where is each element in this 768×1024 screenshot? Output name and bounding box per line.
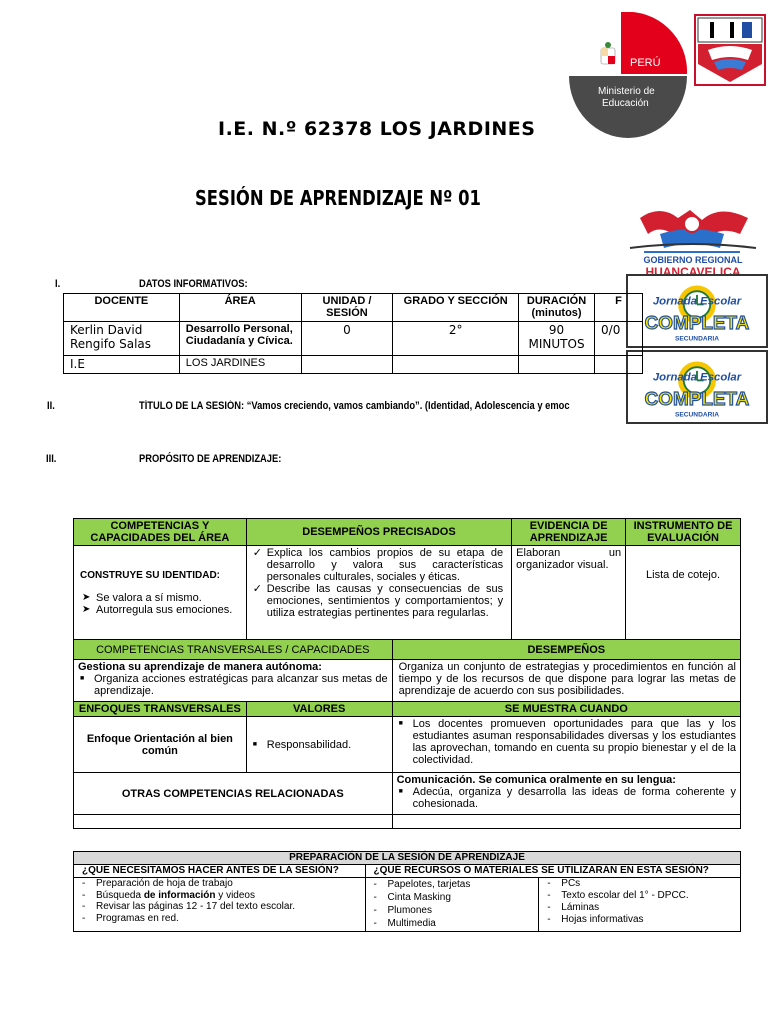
- section2-title: TÍTULO DE LA SESIÓN: “Vamos creciendo, vamos cambiando”. (Identidad, Adolescencia y emoc: [139, 400, 570, 412]
- se-muestra-cell: [392, 717, 740, 773]
- unidad-cell: 0: [301, 322, 393, 356]
- jornada-escolar-logo: [626, 350, 768, 424]
- header-fecha: F: [595, 294, 643, 322]
- jornada-line1: Jornada Escolar: [652, 295, 742, 308]
- list-item: ■ Adecúa, organiza y desarrolla las ideas de forma coherente y cohesionada.: [397, 786, 736, 810]
- question-recursos: ¿QUÉ RECURSOS O MATERIALES SE UTILIZARÁN EN ESTA SESIÓN?: [365, 865, 740, 878]
- competencia-cell: [74, 546, 247, 640]
- competencia-title: CONSTRUYE SU IDENTIDAD:: [80, 569, 221, 581]
- datos-informativos-table: [63, 293, 643, 374]
- gobierno-line2: HUANCAVELICA: [645, 265, 741, 279]
- otras-competencias-cell: [392, 773, 740, 815]
- list-item: ➤ Se valora a sí mismo.: [80, 592, 242, 604]
- valor-cell: [246, 717, 392, 773]
- gobierno-regional-logo: [620, 204, 766, 280]
- jornada-line2: COMPLETA: [644, 312, 750, 334]
- capacidades-list: [80, 592, 242, 616]
- header-desempenos-2: DESEMPEÑOS: [392, 640, 740, 660]
- list-item: - Texto escolar del 1° - DPCC.: [543, 890, 736, 902]
- list-item: ■ Los docentes promueven oportunidades para que las y los estudiantes asuman responsabilidades diversas y los estudiantes las aprovechan, tomando en cuenta su propio bienestar y el de la colectividad.: [397, 718, 736, 766]
- preparacion-title: PREPARACIÓN DE LA SESIÓN DE APRENDIZAJE: [74, 852, 741, 865]
- list-item: ✓ Describe las causas y consecuencias de sus emociones, sentimientos y comportamientos; y utiliza estrategias pertinentes para regularlas.: [251, 583, 503, 619]
- minedu-line2: Educación: [602, 98, 649, 109]
- enfoque-cell: Enfoque Orientación al bien común: [74, 717, 247, 773]
- antes-cell: [74, 878, 366, 932]
- duracion-value: 90: [548, 323, 565, 337]
- recursos-cell-2: [539, 878, 741, 932]
- header-evidencia: EVIDENCIA DE APRENDIZAJE: [512, 519, 626, 546]
- recursos-cell-1: [365, 878, 539, 932]
- antes-list: [78, 878, 361, 924]
- header-docente: DOCENTE: [64, 294, 180, 322]
- fecha-cell: 0/0: [595, 322, 643, 356]
- evidencia-cell: Elaboran un organizador visual.: [512, 546, 626, 640]
- transversal-desempeno-cell: Organiza un conjunto de estrategias y procedimientos en función al tiempo y de los recursos de que dispone para lograr las metas de aprendizaje de acuerdo con sus posibilidades.: [392, 660, 740, 702]
- list-item: ■ Responsabilidad.: [251, 739, 388, 751]
- section2-number: II.: [47, 400, 55, 412]
- transversal-title: Gestiona su aprendizaje de manera autónoma:: [78, 661, 322, 673]
- transversal-cell: [74, 660, 393, 702]
- list-item: - Preparación de hoja de trabajo: [78, 878, 361, 890]
- list-item: - Papelotes, tarjetas: [370, 878, 535, 891]
- list-item: - Cinta Masking: [370, 891, 535, 904]
- instrumento-cell: Lista de cotejo.: [626, 546, 741, 640]
- jornada-line1: Jornada Escolar: [652, 371, 742, 384]
- ie-value: LOS JARDINES: [179, 356, 301, 374]
- duracion-unit: MINUTOS: [528, 337, 585, 351]
- list-item: ■ Organiza acciones estratégicas para alcanzar sus metas de aprendizaje.: [78, 673, 388, 697]
- header-desempenos: DESEMPEÑOS PRECISADOS: [246, 519, 511, 546]
- gobierno-line1: GOBIERNO REGIONAL: [643, 255, 743, 265]
- otras-competencias-label: OTRAS COMPETENCIAS RELACIONADAS: [74, 773, 393, 815]
- header-grado: GRADO Y SECCIÓN: [393, 294, 519, 322]
- section3-number: III.: [46, 453, 57, 465]
- competencias-table: [73, 518, 741, 829]
- header-unidad: UNIDAD / SESIÓN: [301, 294, 393, 322]
- preparacion-table: [73, 851, 741, 932]
- header-area: ÁREA: [179, 294, 301, 322]
- list-item: - Revisar las páginas 12 - 17 del texto escolar.: [78, 901, 361, 913]
- jornada-line2: COMPLETA: [644, 388, 750, 410]
- area-cell: Desarrollo Personal, Ciudadanía y Cívica.: [179, 322, 301, 356]
- header-se-muestra: SE MUESTRA CUANDO: [392, 702, 740, 717]
- grado-cell: 2°: [393, 322, 519, 356]
- school-title: I.E. N.º 62378 LOS JARDINES: [218, 118, 536, 140]
- list-item: - Programas en red.: [78, 913, 361, 925]
- desempenos-cell: [246, 546, 511, 640]
- list-item: - Búsqueda de información y videos: [78, 890, 361, 902]
- header-valores: VALORES: [246, 702, 392, 717]
- session-title: SESIÓN DE APRENDIZAJE Nº 01: [195, 186, 481, 210]
- list-item: - Plumones: [370, 904, 535, 917]
- list-item: ✓ Explica los cambios propios de su etapa de desarrollo y valora sus características personales culturales, sociales y éticas.: [251, 547, 503, 583]
- list-item: - PCs: [543, 878, 736, 890]
- header-enfoques: ENFOQUES TRANSVERSALES: [74, 702, 247, 717]
- minedu-line1: Ministerio de: [598, 86, 655, 97]
- jornada-line3: SECUNDARIA: [674, 411, 720, 419]
- jornada-escolar-logo: [626, 274, 768, 348]
- question-antes: ¿QUÉ NECESITAMOS HACER ANTES DE LA SESIÓN?: [74, 865, 366, 878]
- header-transversales: COMPETENCIAS TRANSVERSALES / CAPACIDADES: [74, 640, 393, 660]
- section1-title: DATOS INFORMATIVOS:: [139, 278, 248, 290]
- school-badge-logo: [694, 14, 766, 86]
- section1-number: I.: [55, 278, 61, 290]
- docente-name-line2: Rengifo Salas: [70, 337, 152, 351]
- header-instrumento: INSTRUMENTO DE EVALUACIÓN: [626, 519, 741, 546]
- otras-title: Comunicación. Se comunica oralmente en su lengua:: [396, 774, 676, 786]
- list-item: - Hojas informativas: [543, 914, 736, 926]
- header-competencias: COMPETENCIAS Y CAPACIDADES DEL ÁREA: [74, 519, 247, 546]
- section3-title: PROPÓSITO DE APRENDIZAJE:: [139, 453, 282, 465]
- ie-label: I.E: [64, 356, 180, 374]
- jornada-line3: SECUNDARIA: [674, 335, 720, 343]
- transversal-list: [78, 673, 388, 697]
- docente-cell: [64, 322, 180, 356]
- header-duracion: DURACIÓN (minutos): [519, 294, 595, 322]
- recursos-list-2: [543, 878, 736, 926]
- recursos-list-1: [370, 878, 535, 930]
- duracion-cell: [519, 322, 595, 356]
- desempenos-list: [251, 547, 503, 619]
- docente-name-line1: Kerlin David: [70, 323, 143, 337]
- minedu-country: PERÚ: [630, 57, 661, 69]
- list-item: ➤ Autorregula sus emociones.: [80, 604, 242, 616]
- list-item: - Multimedia: [370, 917, 535, 930]
- list-item: - Láminas: [543, 902, 736, 914]
